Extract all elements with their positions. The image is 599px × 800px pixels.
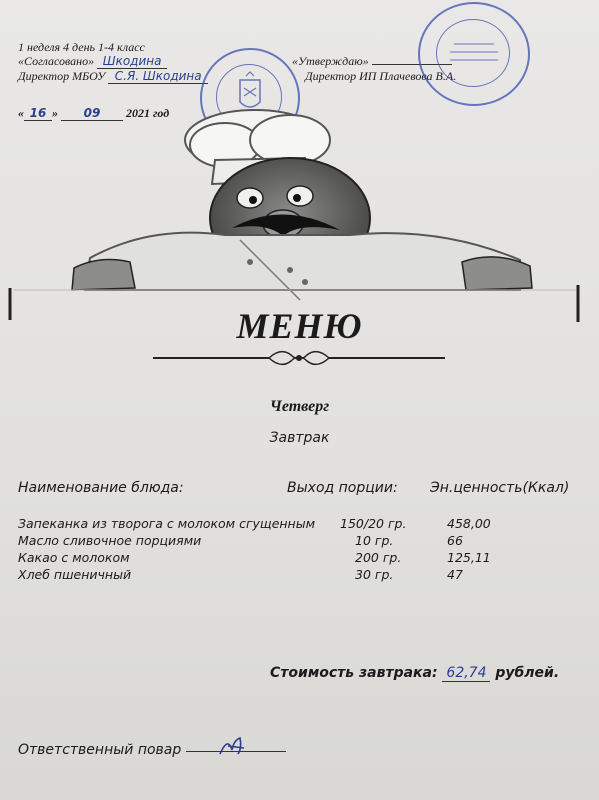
dish-portion: 30 гр. xyxy=(355,567,394,582)
cost-value: 62,74 xyxy=(442,665,490,682)
dish-name: Запеканка из творога с молоком сгущенным xyxy=(18,516,316,531)
ornament-divider-icon xyxy=(149,345,449,371)
agreed-signature: Шкодина xyxy=(97,54,167,69)
dish-name: Хлеб пшеничный xyxy=(18,567,132,582)
cost-unit: рублей. xyxy=(495,665,560,681)
page-title: МЕНЮ xyxy=(236,306,363,346)
agreed-label: «Согласовано» xyxy=(18,54,95,68)
column-header-portion: Выход порции: xyxy=(287,480,398,496)
cook-label: Ответственный повар xyxy=(18,742,182,758)
cook-signature-icon xyxy=(214,732,254,760)
meal-name: Завтрак xyxy=(269,430,330,446)
director-school-signature: С.Я. Шкодина xyxy=(108,69,208,84)
dish-energy: 458,00 xyxy=(447,516,491,531)
director-school-label: Директор МБОУ xyxy=(18,69,106,83)
dish-energy: 125,11 xyxy=(447,550,491,565)
dish-name: Масло сливочное порциями xyxy=(18,533,202,548)
date-open: « xyxy=(18,106,24,120)
date-day: 16 xyxy=(24,106,52,121)
chef-illustration xyxy=(0,0,599,330)
cost-label: Стоимость завтрака: xyxy=(270,665,438,681)
week-line: 1 неделя 4 день 1-4 класс xyxy=(18,40,145,54)
dish-energy: 66 xyxy=(447,533,463,548)
date-year: 2021 год xyxy=(126,106,170,120)
column-header-dish: Наименование блюда: xyxy=(18,480,184,496)
date-close: » xyxy=(52,106,58,120)
table-row xyxy=(0,516,599,533)
table-row xyxy=(0,550,599,567)
dish-portion: 200 гр. xyxy=(355,550,402,565)
director-ip-label: Директор ИП Плачевова В.А. xyxy=(305,69,457,83)
dish-portion: 10 гр. xyxy=(355,533,394,548)
column-header-energy: Эн.ценность(Ккал) xyxy=(430,480,570,496)
table-row xyxy=(0,567,599,584)
dish-energy: 47 xyxy=(447,567,463,582)
day-of-week: Четверг xyxy=(269,398,330,415)
dish-name: Какао с молоком xyxy=(18,550,130,565)
dish-portion: 150/20 гр. xyxy=(340,516,407,531)
breakfast-cost xyxy=(270,665,559,682)
approve-label: «Утверждаю» xyxy=(292,54,369,68)
table-row xyxy=(0,533,599,550)
date-month: 09 xyxy=(61,106,123,121)
